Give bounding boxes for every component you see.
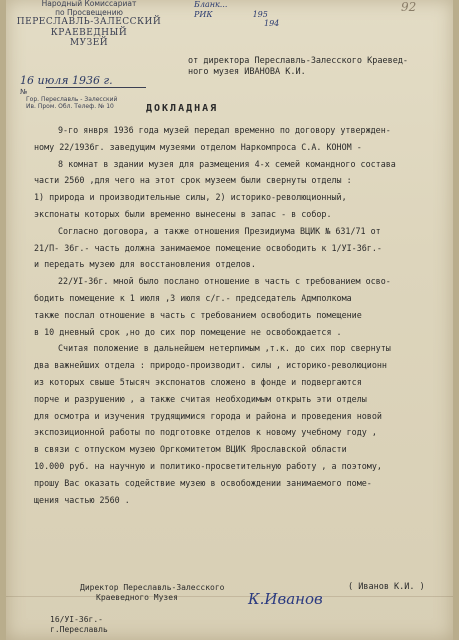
- body-line: в 10 дневный срок ,но до сих пор помещение не освобождается .: [34, 326, 342, 337]
- signature-title-line: Директор Переславль-Залесского: [80, 583, 225, 592]
- stamp-title-line: ПЕРЕСЛАВЛЬ-ЗАЛЕССКИЙ: [16, 17, 162, 28]
- letterhead-stamp: [14, 0, 164, 48]
- body-line: в связи с отпуском музею Оргкомитетом ВЦИК Ярославской области: [34, 444, 347, 455]
- handwritten-note: РИК: [194, 9, 213, 19]
- body-line: порче и разрушению , а также считая необходимым открыть эти отделы: [34, 393, 367, 404]
- stamp-address-line: Ив. Пром. Обл. Телеф. № 10: [26, 103, 114, 111]
- corner-page-number: 92: [401, 0, 417, 14]
- footer-line: г.Переславль: [50, 625, 108, 635]
- stamp-date: [20, 74, 170, 88]
- handwritten-note: Бланк...: [194, 0, 228, 9]
- signature-title-line: Краеведного Музея: [96, 593, 178, 603]
- signature-title: [80, 583, 260, 604]
- stamp-line: Народный Комиссариат: [41, 0, 137, 8]
- body-text: [34, 122, 450, 508]
- stamp-date-underline: [46, 87, 146, 88]
- body-line: 9-го янвря 1936 года музей передал временно по договору утвержден-: [58, 125, 391, 135]
- stamp-line: по Просвещению: [55, 7, 123, 17]
- body-line: бодить помещение к 1 июля ,3 июля с/г.- председатель Адмполкома: [34, 292, 352, 303]
- body-line: 1) природа и производительные силы, 2) историко-революционный,: [34, 192, 347, 203]
- body-line: щения частью 2560 .: [34, 494, 130, 505]
- body-line: Считая положение в дальнейшем нетерпимым ,т.к. до сих пор свернуты: [58, 343, 391, 354]
- stamp-title-line: КРАЕВЕДНЫЙ: [50, 27, 128, 38]
- body-line: части 2560 ,для чего на этот срок музеем были свернуты отделы :: [34, 175, 352, 186]
- footer-date-place: [50, 615, 170, 636]
- handwritten-signature: К.Иванов: [248, 590, 323, 608]
- body-line: 10.000 руб. на научную и политико-просветительную работу , а поэтому,: [34, 460, 382, 471]
- handwritten-note: 194: [264, 19, 280, 29]
- stamp-address: [26, 96, 166, 110]
- handwritten-note: 195: [252, 9, 268, 19]
- body-line: для осмотра и изучения трудящимися города и района и проведения новой: [34, 410, 382, 421]
- stamp-date-value: 16 июля 1936 г.: [20, 74, 113, 87]
- body-line: и передать музею для восстановления отделов.: [34, 259, 256, 270]
- stamp-number: №: [20, 88, 28, 96]
- addressee-block: [188, 56, 443, 77]
- body-line: также послал отношение в часть с требованием освободить помещение: [34, 309, 362, 320]
- footer-line: 16/УI-36г.-: [50, 615, 103, 624]
- handwritten-notes: [194, 0, 354, 29]
- body-line: Согласно договора, а также отношения Президиума ВЦИК № 631/71 от: [58, 225, 381, 236]
- body-line: 22/УI-36г. мной было послано отношение в часть с требованием осво-: [58, 276, 391, 287]
- stamp-title-line: МУЗЕЙ: [69, 37, 109, 48]
- body-line: экспозиционной работы по подготовке отделов к новому учебному году ,: [34, 427, 377, 438]
- signer-name: ( Иванов К.И. ): [348, 582, 425, 592]
- body-line: экспонаты которых были временно вынесены в запас - в собор.: [34, 208, 332, 219]
- body-line: прошу Вас оказать содействие музею в освобождении занимаемого поме-: [34, 477, 372, 488]
- document-title: ДОКЛАДНАЯ: [146, 103, 219, 114]
- body-line: из которых свыше 5тысяч экспонатов сложено в фонде и подвергаются: [34, 376, 362, 387]
- document-page: [6, 0, 453, 640]
- body-line: два важнейших отдела : природо-производит. силы , историко-революционн: [34, 360, 387, 371]
- body-line: 21/П- 36г.- часть должна занимаемое помещение освободить к 1/УI-36г.-: [34, 242, 382, 253]
- body-line: 8 комнат в здании музея для размещения 4-х семей командного состава: [58, 158, 396, 169]
- addressee-line: ного музея ИВАНОВА К.И.: [188, 66, 306, 77]
- stamp-address-line: Гор. Переславль - Залесский: [26, 96, 118, 103]
- addressee-line: от директора Переславль-Залесского Краевед-: [188, 56, 409, 66]
- body-line: ному 22/1936г. заведущим музеями отделом Наркомпроса С.А. КОНОМ -: [34, 141, 362, 152]
